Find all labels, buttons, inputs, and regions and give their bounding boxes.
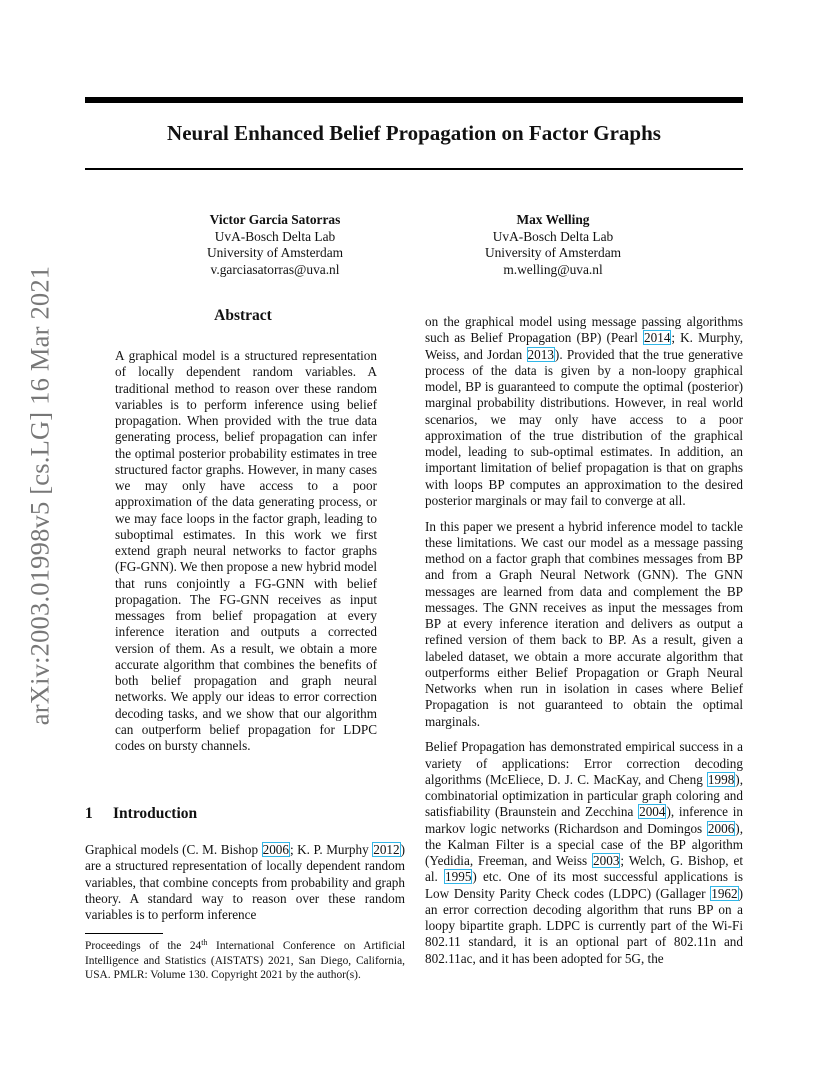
citation-link[interactable]: 2003 [593, 853, 620, 868]
text-run: ; K. Murphy, Weiss, and Jordan [425, 330, 743, 362]
citation-link[interactable]: 2014 [644, 330, 671, 346]
section-heading [85, 805, 405, 823]
right-column [425, 314, 743, 976]
citation-link[interactable]: 1995 [445, 869, 472, 885]
text-run: ), combinatorial optimization in particular graph coloring and satisfiability (Braunstein and Zecchina [425, 771, 743, 820]
text-run: Graphical models (C. M. Bishop [85, 842, 262, 857]
author-affiliation: UvA-Bosch Delta Lab [492, 228, 614, 244]
body-paragraph [425, 314, 743, 509]
text-run: Proceedings of the 24 [85, 940, 202, 952]
author-email: m.welling@uva.nl [503, 261, 603, 277]
author-block [438, 212, 668, 278]
title-top-rule [85, 97, 743, 103]
citation-link[interactable]: 1962 [711, 885, 738, 901]
superscript: th [201, 938, 208, 947]
body-paragraph: In this paper we present a hybrid inference model to tackle these limitations. We cast our model as a message passing method on a factor graph that combines messages from BP and from a Graph Neural Network (GNN). The GNN messages are learned from data and complement the BP messages. The GNN receives as input the messages from BP at every inference iteration and delivers as output a refined version of them back to BP. As a result, given a labeled dataset, we obtain a more accurate algorithm that outperforms either Belief Propagation or Graph Neural Networks when run in isolation in cases where Belief Propagation is not guaranteed to obtain the optimal marginals. [425, 518, 743, 729]
arxiv-sidebar [10, 265, 70, 725]
text-run: ), inference in markov logic networks (Richardson and Domingos [425, 804, 743, 836]
citation-link[interactable]: 2006 [707, 820, 735, 836]
footnote [85, 939, 405, 983]
paper-title: Neural Enhanced Belief Propagation on Factor Graphs [167, 121, 661, 145]
author-affiliation: University of Amsterdam [484, 245, 622, 260]
author-block [160, 212, 390, 278]
footnote-rule [85, 933, 163, 934]
citation-link[interactable]: 2004 [639, 804, 666, 820]
body-paragraph [425, 739, 743, 967]
text-run: on the graphical model using message passing algorithms such as Belief Propagation (BP) (Pearl [425, 314, 743, 346]
abstract-heading: Abstract [214, 307, 272, 324]
text-run: ) are a structured representation of locally dependent random variables, that combine concepts from probability and graph theory. A standard way to reason over these random variables is to perform inference [85, 842, 405, 922]
title-bottom-rule [85, 168, 743, 170]
intro-paragraph [85, 842, 405, 923]
arxiv-id: arXiv:2003.01998v5 [cs.LG] 16 Mar 2021 [24, 265, 55, 725]
citation-link[interactable]: 2012 [373, 842, 400, 857]
citation-link[interactable]: 2006 [262, 842, 289, 857]
text-run: International Conference on Artificial Intelligence and Statistics (AISTATS) 2021, San Diego, California, USA. PMLR: Volume 130. Copyright 2021 by the author(s). [85, 940, 406, 981]
text-run: Belief Propagation has demonstrated empirical success in a variety of applications: Error correction decoding algorithms (McEliece, D. J. C. MacKay, and Cheng [425, 739, 743, 787]
section-title: Introduction [113, 805, 198, 822]
text-run: ; Welch, G. Bishop, et al. [425, 853, 743, 885]
author-email: v.garciasatorras@uva.nl [210, 261, 340, 277]
citation-link[interactable]: 1998 [707, 771, 735, 787]
text-run: ). Provided that the true generative process of the data is given by a non-loopy graphical model, BP is guaranteed to compute the optimal (posterior) marginal probability distributions. However, in real world scenarios, we may only have access to a poor approximation of the true distribution of the graphical model, leading to sub-optimal estimates. In addition, an important limitation of belief propagation is that on graphs with loops BP computes an approximation to the desired posterior marginals or may fail to converge at all. [425, 346, 743, 508]
author-affiliation: UvA-Bosch Delta Lab [214, 228, 336, 244]
author-affiliation: University of Amsterdam [206, 245, 344, 260]
text-run: ), the Kalman Filter is a special case of the BP algorithm (Yedidia, Freeman, and Weiss [425, 820, 743, 868]
author-name: Max Welling [516, 212, 590, 227]
text-run: ) etc. One of its most successful applications is Low Density Parity Check codes (LDPC) (Gallager [425, 869, 743, 901]
text-run: ; K. P. Murphy [289, 842, 373, 857]
text-run: ) an error correction decoding algorithm that runs BP on a loopy bipartite graph. LDPC is currently part of the Wi-Fi 802.11 standard, it is an optional part of 802.11n and 802.11ac, and it has been adopted for 5G, the [425, 885, 743, 966]
citation-link[interactable]: 2013 [527, 346, 554, 362]
author-name: Victor Garcia Satorras [209, 212, 341, 227]
abstract-text: A graphical model is a structured representation of locally dependent random variables. A traditional method to reason over these random variables is to perform inference using belief propagation. When provided with the true data generating process, belief propagation can infer the optimal posterior probability estimates in tree structured factor graphs. However, in many cases we may only have access to a poor approximation of the data generating process, or we may face loops in the factor graph, leading to suboptimal estimates. In this work we first extend graph neural networks to factor graphs (FG-GNN). We then propose a new hybrid model that runs conjointly a FG-GNN with belief propagation. The FG-GNN receives as input messages from belief propagation at every inference iteration and outputs a corrected version of them. As a result, we obtain a more accurate algorithm that combines the benefits of both belief propagation and graph neural networks. We apply our ideas to error correction decoding tasks, and we show that our algorithm can outperform belief propagation for LDPC codes on bursty channels. [115, 348, 377, 753]
section-number: 1 [85, 805, 93, 822]
